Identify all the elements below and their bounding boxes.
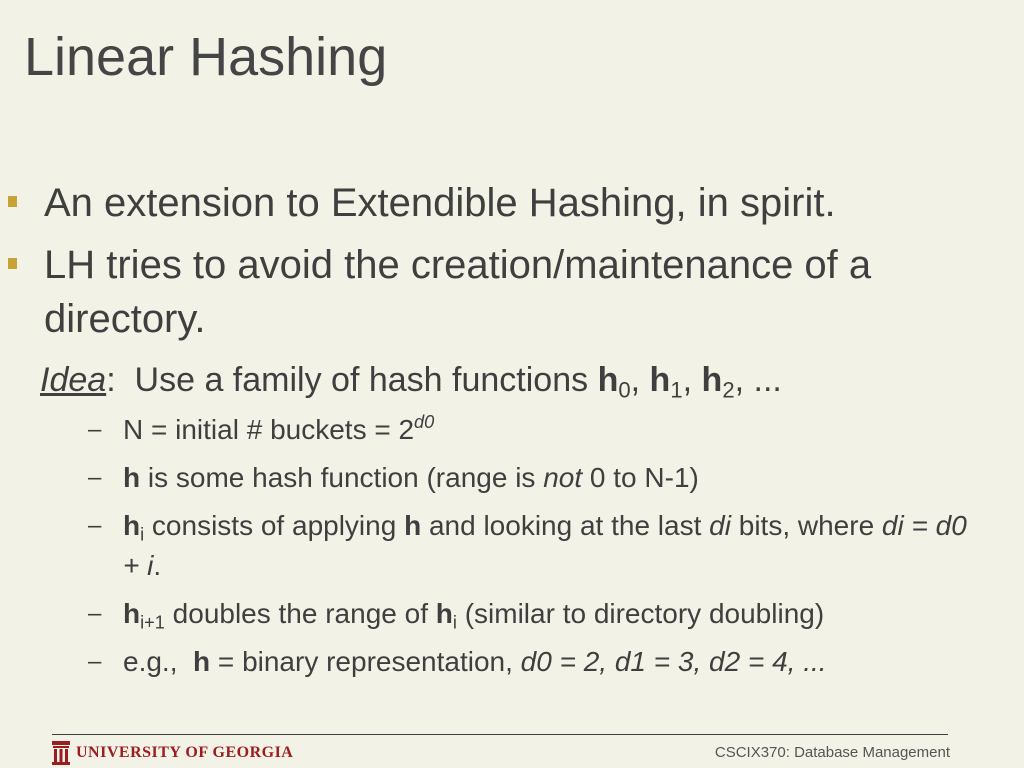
slide-title: Linear Hashing: [24, 27, 388, 87]
example-values: d0 = 2, d1 = 3, d2 = 4, ...: [520, 646, 827, 677]
h-subscript: 0: [618, 377, 631, 403]
h-symbol: h: [404, 510, 422, 541]
subpoint-text: doubles the range of: [164, 598, 436, 629]
arch-icon: [52, 741, 70, 765]
subpoint-text: e.g.,: [123, 646, 186, 677]
subpoint-text: is some hash function (range is: [140, 462, 544, 493]
formula: di = d0 + i: [123, 510, 967, 581]
subpoint-item: [88, 410, 988, 450]
idea-colon: :: [106, 361, 116, 399]
superscript: d0: [414, 412, 435, 433]
bullet-marker-icon: [8, 258, 17, 269]
bullet-list: [0, 176, 1024, 346]
h-symbol: h: [649, 361, 671, 399]
h-symbol: h: [701, 361, 723, 399]
course-label: CSCIX370: Database Management: [714, 744, 950, 761]
bullet-text: An extension to Extendible Hashing, in spirit.: [44, 181, 836, 225]
separator: ,: [682, 361, 702, 399]
idea-label: Idea: [40, 361, 107, 399]
bullet-text: LH tries to avoid the creation/maintenance of a directory.: [44, 243, 872, 341]
h-subscript: i: [140, 524, 145, 545]
h-subscript: 2: [722, 377, 735, 403]
subpoint-text: bits, where: [730, 510, 882, 541]
subpoint-item: [88, 506, 988, 586]
subpoint-item: [88, 594, 988, 634]
period: .: [153, 550, 162, 581]
h-symbol: h: [123, 510, 141, 541]
university-logo: [52, 741, 293, 765]
h-symbol: h: [193, 646, 211, 677]
dash-icon: –: [88, 512, 102, 539]
dash-icon: –: [88, 648, 102, 675]
h-subscript: 1: [670, 377, 683, 403]
bullet-marker-icon: [8, 196, 17, 207]
dash-icon: –: [88, 416, 102, 443]
idea-line: [40, 358, 782, 402]
dash-icon: –: [88, 600, 102, 627]
subpoint-text: (similar to directory doubling): [456, 598, 825, 629]
h-subscript: i+1: [140, 612, 165, 633]
footer-divider: [52, 734, 948, 735]
university-name: UNIVERSITY OF GEORGIA: [76, 744, 294, 761]
subpoint-item: [88, 458, 988, 498]
idea-text: Use a family of hash functions: [134, 361, 598, 399]
bullet-item: [0, 176, 994, 230]
emphasis: di: [709, 510, 731, 541]
subpoint-text: N = initial # buckets = 2: [123, 414, 415, 445]
emphasis: not: [543, 462, 583, 493]
bullet-item: [0, 238, 994, 346]
h-symbol: h: [123, 598, 141, 629]
separator: ,: [630, 361, 650, 399]
h-symbol: h: [435, 598, 453, 629]
subpoint-list: [88, 410, 988, 690]
subpoint-text: = binary representation,: [210, 646, 521, 677]
h-symbol: h: [123, 462, 141, 493]
subpoint-text: and looking at the last: [421, 510, 710, 541]
subpoint-text: consists of applying: [144, 510, 405, 541]
h-subscript: i: [452, 612, 457, 633]
dash-icon: –: [88, 464, 102, 491]
subpoint-text: 0 to N-1): [582, 462, 699, 493]
idea-tail: , ...: [734, 361, 782, 399]
subpoint-item: [88, 642, 988, 682]
h-symbol: h: [597, 361, 619, 399]
